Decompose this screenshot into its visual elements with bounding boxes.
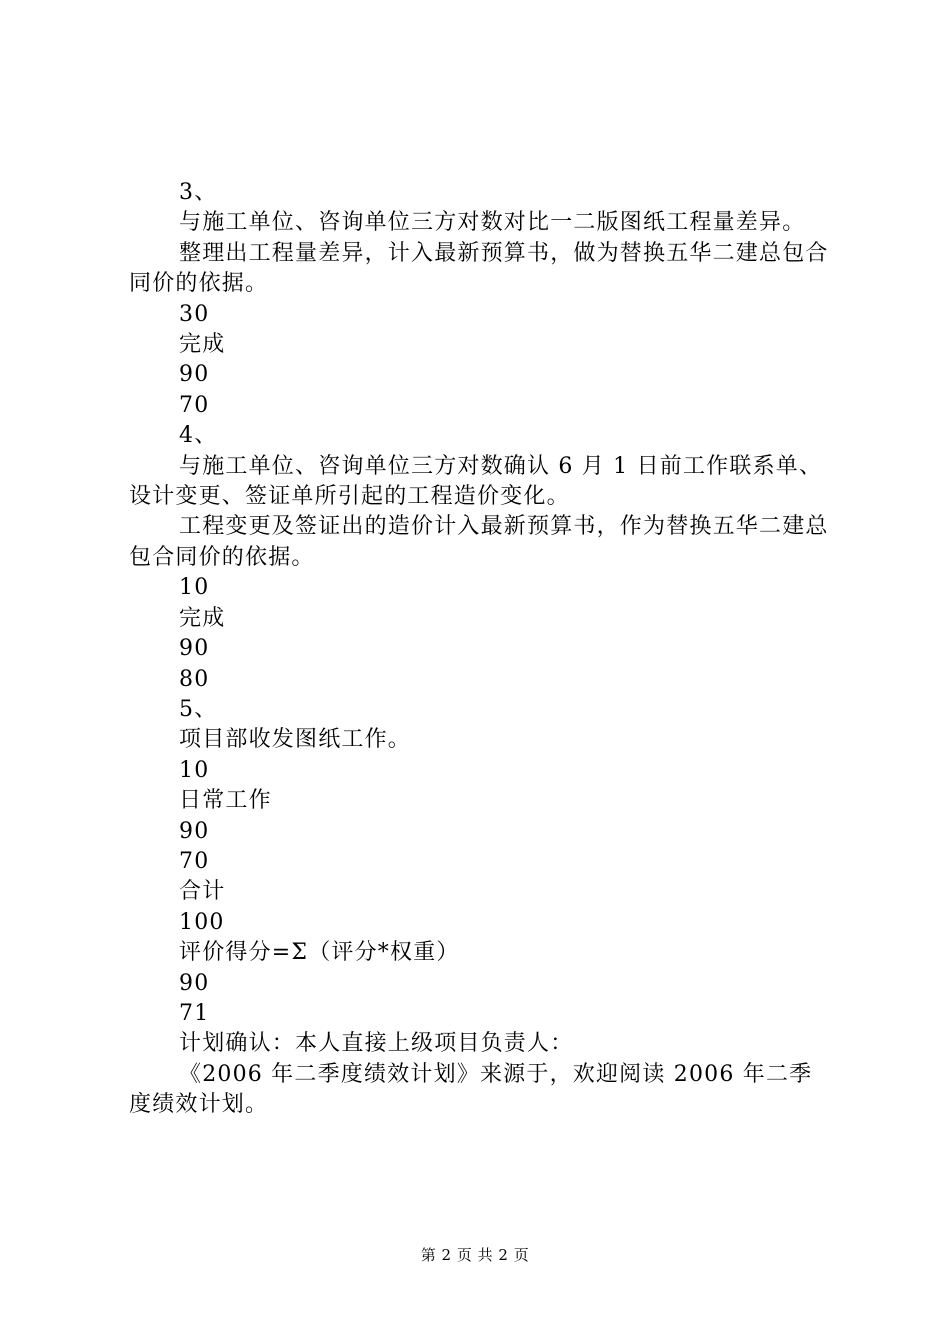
score-formula: 评价得分=Σ（评分*权重） — [179, 940, 460, 966]
task-description: 与施工单位、咨询单位三方对数确认 6 月 1 日前工作联系单、设计变更、签证单所引起的工程造价变化。 — [129, 453, 823, 510]
total-weight: 100 — [179, 909, 225, 935]
total-label: 合计 — [179, 879, 226, 905]
status-value: 完成 — [179, 332, 226, 358]
item-number: 5、 — [179, 696, 218, 722]
item-number: 3、 — [179, 180, 218, 205]
item-number: 4、 — [179, 423, 218, 449]
actual-score: 70 — [179, 848, 210, 874]
document-body — [129, 178, 829, 1121]
status-value: 完成 — [179, 605, 226, 631]
task-description: 项目部收发图纸工作。 — [179, 727, 412, 753]
actual-score: 80 — [179, 666, 210, 692]
weight-value: 30 — [179, 301, 210, 327]
task-description: 与施工单位、咨询单位三方对数对比一二版图纸工程量差异。 — [179, 210, 806, 236]
status-value: 日常工作 — [179, 788, 272, 814]
weight-value: 10 — [179, 757, 210, 783]
target-score: 90 — [179, 636, 210, 662]
actual-score: 70 — [179, 392, 210, 418]
target-score: 90 — [179, 362, 210, 388]
total-actual-score: 71 — [179, 1000, 210, 1026]
weight-value: 10 — [179, 575, 210, 601]
total-target-score: 90 — [179, 970, 210, 996]
source-note: 《2006 年二季度绩效计划》来源于，欢迎阅读 2006 年二季度绩效计划。 — [129, 1061, 813, 1118]
task-goal: 整理出工程量差异，计入最新预算书，做为替换五华二建总包合同价的依据。 — [129, 240, 829, 297]
target-score: 90 — [179, 818, 210, 844]
task-goal: 工程变更及签证出的造价计入最新预算书，作为替换五华二建总包合同价的依据。 — [129, 514, 829, 570]
page-footer: 第 2 页 共 2 页 — [420, 1246, 530, 1264]
plan-confirmation: 计划确认：本人直接上级项目负责人： — [179, 1031, 574, 1057]
